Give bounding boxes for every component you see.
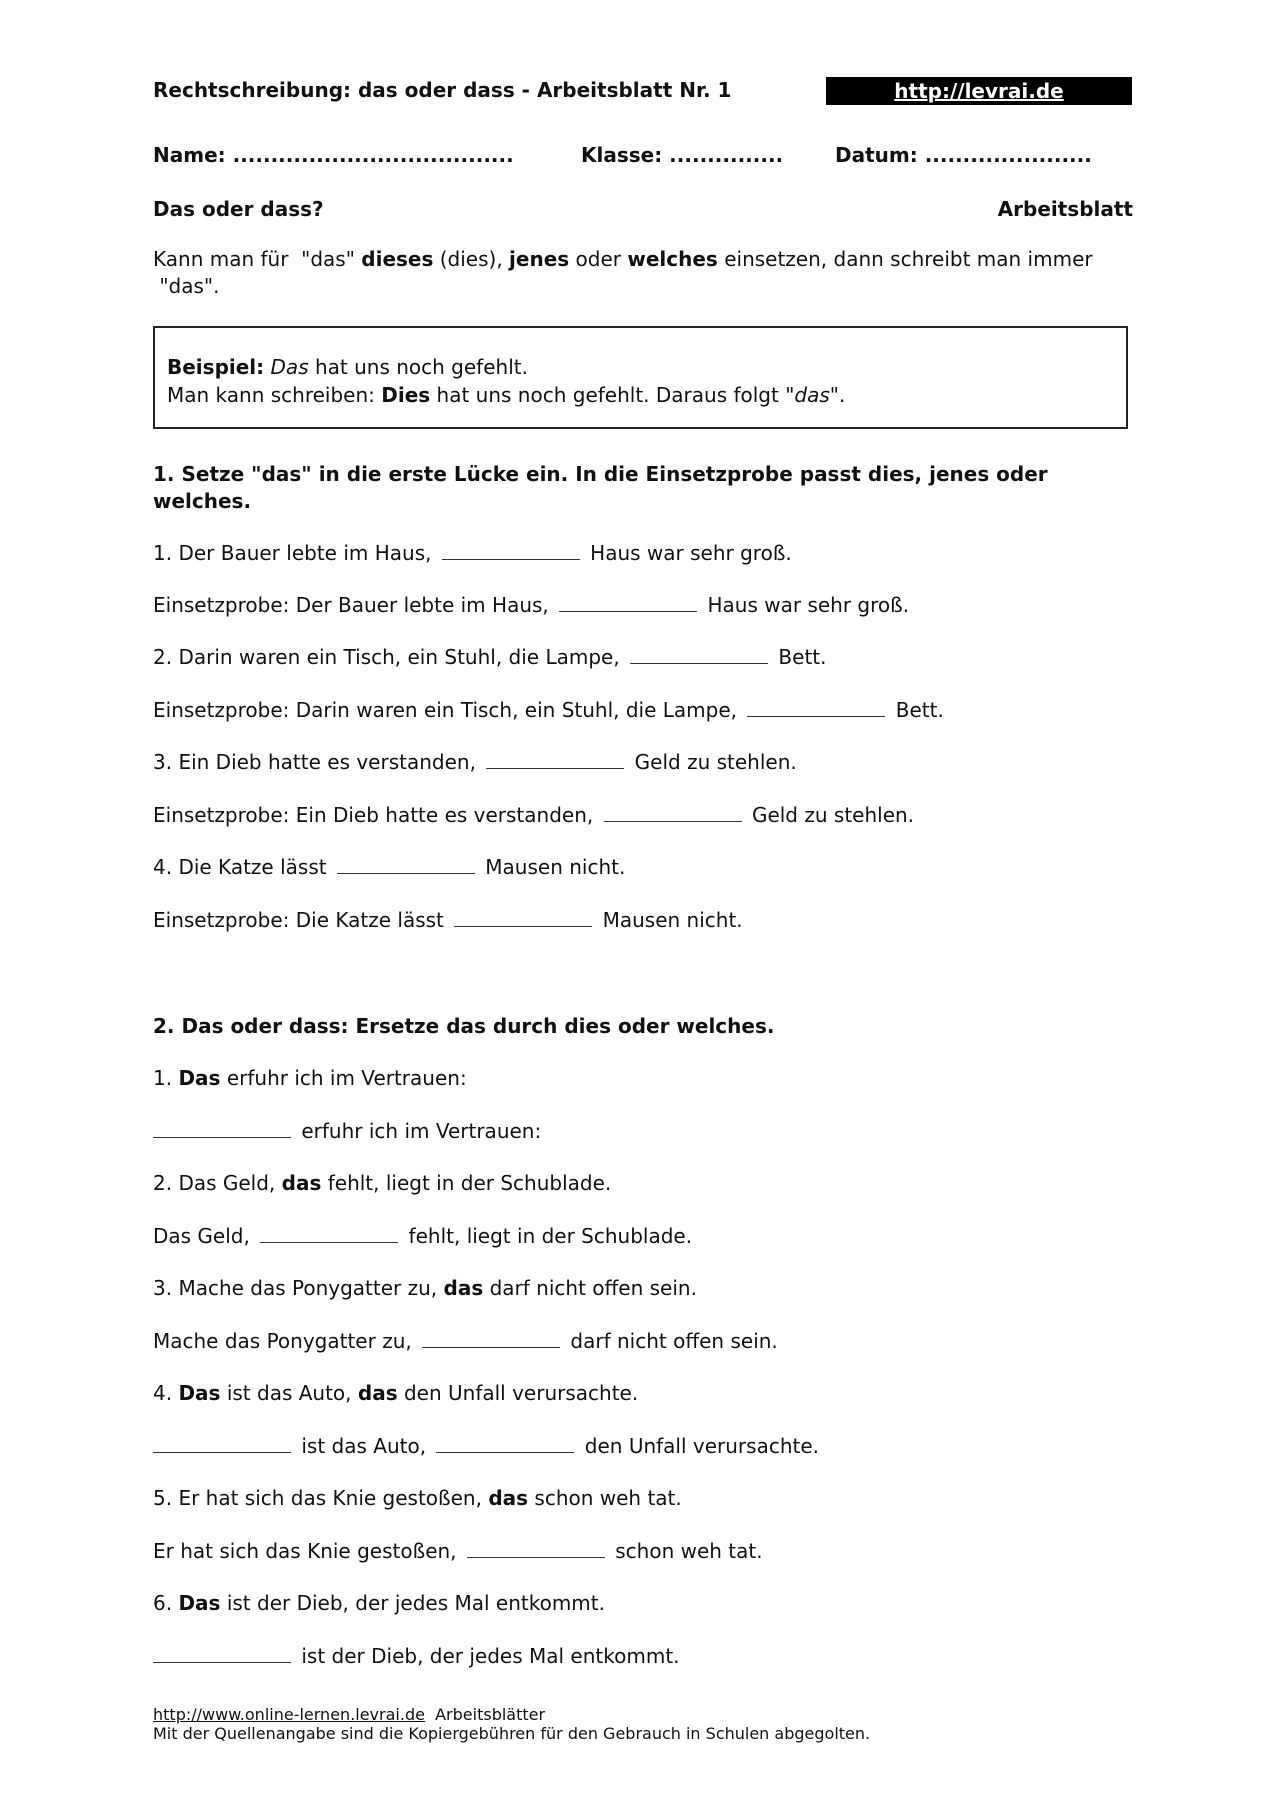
answer-blank[interactable] [422,1329,560,1348]
answer-blank[interactable] [747,698,885,717]
datum-field[interactable]: Datum: ...................... [835,143,1092,167]
task2-answer-line: ist der Dieb, der jedes Mal entkommt. [153,1644,680,1668]
answer-blank[interactable] [486,750,624,769]
task2-sentence: 1. Das erfuhr ich im Vertrauen: [153,1066,467,1090]
footer-source-line [153,1705,870,1724]
task2-answer-line: erfuhr ich im Vertrauen: [153,1119,541,1143]
task1-line: Einsetzprobe: Ein Dieb hatte es verstanden, Geld zu stehlen. [153,803,915,827]
arbeitsblatt-label: Arbeitsblatt [997,197,1133,221]
task1-line: 1. Der Bauer lebte im Haus, Haus war sehr groß. [153,541,792,565]
answer-blank[interactable] [260,1224,398,1243]
task1-line: 4. Die Katze lässt Mausen nicht. [153,855,626,879]
task2-answer-line: Das Geld, fehlt, liegt in der Schublade. [153,1224,693,1248]
example-line-2: Man kann schreiben: Dies hat uns noch gefehlt. Daraus folgt "das". [167,383,846,407]
task1-line: 3. Ein Dieb hatte es verstanden, Geld zu stehlen. [153,750,797,774]
answer-blank[interactable] [467,1539,605,1558]
task2-sentence: 4. Das ist das Auto, das den Unfall verursachte. [153,1381,639,1405]
intro-paragraph: Kann man für "das" dieses (dies), jenes oder welches einsetzen, dann schreibt man immer "das". [153,247,1093,298]
name-field[interactable]: Name: ..................................... [153,143,514,167]
answer-blank[interactable] [454,908,592,927]
task1-line: Einsetzprobe: Darin waren ein Tisch, ein Stuhl, die Lampe, Bett. [153,698,944,722]
task1-line: 2. Darin waren ein Tisch, ein Stuhl, die Lampe, Bett. [153,645,827,669]
footer-copyright-note: Mit der Quellenangabe sind die Kopiergebühren für den Gebrauch in Schulen abgegolten. [153,1724,871,1743]
answer-blank[interactable] [153,1119,291,1138]
footer [153,1705,870,1743]
intro-title: Das oder dass? [153,197,324,221]
task2-answer-line: Er hat sich das Knie gestoßen, schon weh tat. [153,1539,763,1563]
worksheet-title: Rechtschreibung: das oder dass - Arbeitsblatt Nr. 1 [153,78,732,102]
task2-sentence: 3. Mache das Ponygatter zu, das darf nicht offen sein. [153,1276,697,1300]
task1-line: Einsetzprobe: Die Katze lässt Mausen nicht. [153,908,743,932]
example-box [153,326,1128,429]
answer-blank[interactable] [442,541,580,560]
task2-sentence: 5. Er hat sich das Knie gestoßen, das schon weh tat. [153,1486,682,1510]
answer-blank[interactable] [337,855,475,874]
task1-line: Einsetzprobe: Der Bauer lebte im Haus, Haus war sehr groß. [153,593,910,617]
header-site-link[interactable]: http://levrai.de [826,77,1132,105]
answer-blank[interactable] [153,1644,291,1663]
task2-answer-line: ist das Auto, den Unfall verursachte. [153,1434,819,1458]
klasse-field[interactable]: Klasse: ............... [581,143,784,167]
answer-blank[interactable] [604,803,742,822]
answer-blank[interactable] [559,593,697,612]
example-line-1: Beispiel: Das hat uns noch gefehlt. [167,355,528,379]
worksheet-page [153,0,1133,1811]
answer-blank[interactable] [630,645,768,664]
footer-label: Arbeitsblätter [435,1705,546,1724]
task2-heading: 2. Das oder dass: Ersetze das durch dies oder welches. [153,1014,775,1038]
task2-sentence: 6. Das ist der Dieb, der jedes Mal entkommt. [153,1591,605,1615]
footer-link[interactable]: http://www.online-lernen.levrai.de [153,1705,425,1724]
answer-blank[interactable] [436,1434,574,1453]
task1-heading: 1. Setze "das" in die erste Lücke ein. In die Einsetzprobe passt dies, jenes oder welches. [153,462,1048,513]
task2-sentence: 2. Das Geld, das fehlt, liegt in der Schublade. [153,1171,612,1195]
answer-blank[interactable] [153,1434,291,1453]
task2-answer-line: Mache das Ponygatter zu, darf nicht offen sein. [153,1329,778,1353]
